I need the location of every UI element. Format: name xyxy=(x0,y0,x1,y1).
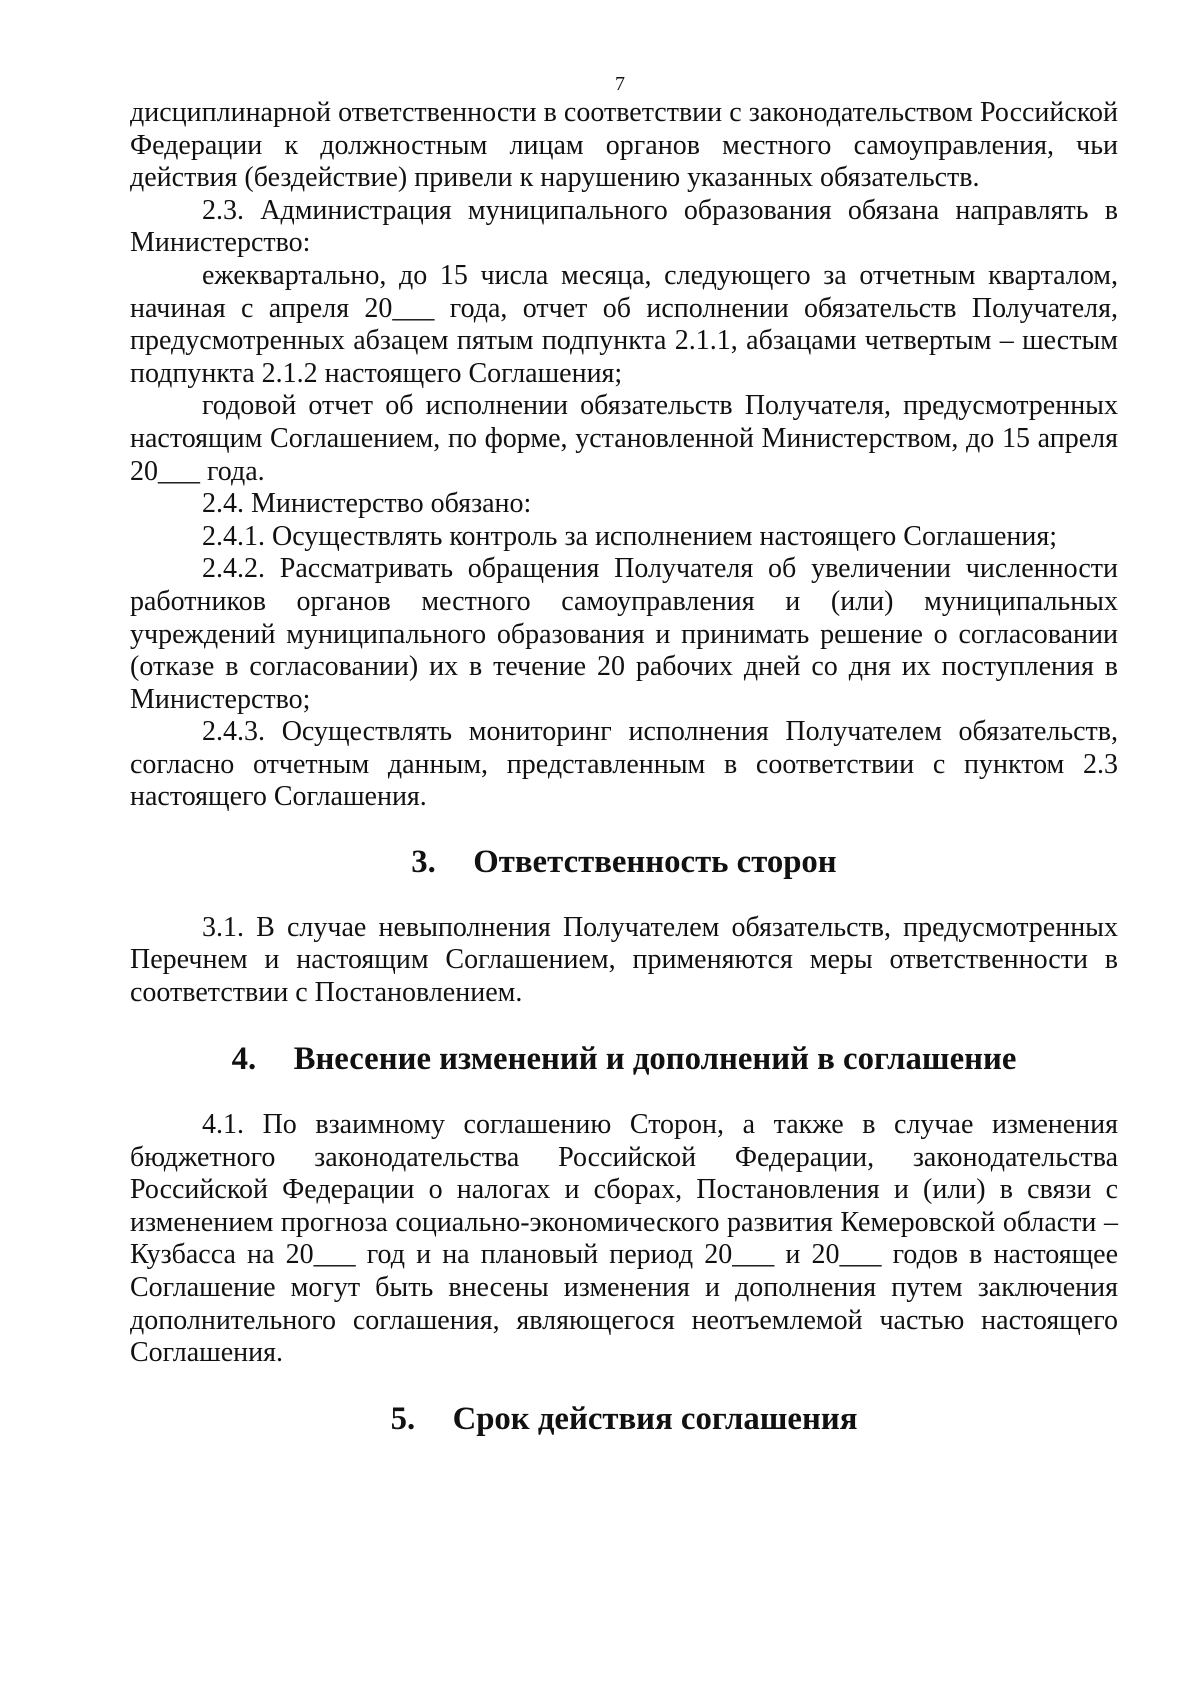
paragraph-quarterly-report: ежеквартально, до 15 числа месяца, следующего за отчетным кварталом, начиная с апреля 20___ года, отчет об исполнении обязательств Получателя, предусмотренных абзацем пятым подпункта 2.1.1, абзацами четвертым – шестым подпункта 2.1.2 настоящего Соглашения; xyxy=(130,259,1118,389)
section-3-heading xyxy=(130,846,1118,879)
section-5-number: 5. xyxy=(390,1400,416,1437)
paragraph-4-1: 4.1. По взаимному соглашению Сторон, а также в случае изменения бюджетного законодательства Российской Федерации, законодательства Российской Федерации о налогах и сборах, Постановления и (или) в связи с изменением прогноза социально-экономического развития Кемеровской области – Кузбасса на 20___ год и на плановый период 20___ и 20___ годов в настоящее Соглашение могут быть внесены изменения и дополнения путем заключения дополнительного соглашения, являющегося неотъемлемой частью настоящего Соглашения. xyxy=(130,1109,1118,1369)
paragraph-2-4-1: 2.4.1. Осуществлять контроль за исполнением настоящего Соглашения; xyxy=(202,520,1058,552)
section-4-number: 4. xyxy=(231,1041,257,1078)
section-5-title: Срок действия соглашения xyxy=(452,1400,858,1437)
section-5-heading xyxy=(130,1400,1118,1437)
section-3-title: Ответственность сторон xyxy=(473,844,837,881)
paragraph-2-3: 2.3. Администрация муниципального образования обязана направлять в Министерство: xyxy=(130,194,1118,259)
paragraph-2-4-3: 2.4.3. Осуществлять мониторинг исполнения Получателем обязательств, согласно отчетным данным, представленным в соответствии с пунктом 2.3 настоящего Соглашения. xyxy=(130,716,1118,813)
paragraph-3-1: 3.1. В случае невыполнения Получателем обязательств, предусмотренных Перечнем и настоящим Соглашением, применяются меры ответственности в соответствии с Постановлением. xyxy=(130,911,1118,1008)
section-4-heading xyxy=(130,1043,1118,1076)
paragraph-annual-report: годовой отчет об исполнении обязательств Получателя, предусмотренных настоящим Соглашением, по форме, установленной Министерством, до 15 апреля 20___ года. xyxy=(130,390,1118,487)
page-number: 7 xyxy=(615,73,625,95)
document-body xyxy=(130,97,1118,1435)
paragraph-2-4-2: 2.4.2. Рассматривать обращения Получателя об увеличении численности работников органов местного самоуправления и (или) муниципальных учреждений муниципального образования и принимать решение о согласовании (отказе в согласовании) их в течение 20 рабочих дней со дня их поступления в Министерство; xyxy=(130,553,1118,715)
paragraph-2-4: 2.4. Министерство обязано: xyxy=(202,488,532,520)
section-3-number: 3. xyxy=(411,844,436,881)
paragraph-liability-continuation: дисциплинарной ответственности в соответствии с законодательством Российской Федерации к должностным лицам органов местного самоуправления, чьи действия (бездействие) привели к нарушению указанных обязательств. xyxy=(130,97,1118,194)
section-4-title: Внесение изменений и дополнений в соглашение xyxy=(293,1041,1017,1078)
